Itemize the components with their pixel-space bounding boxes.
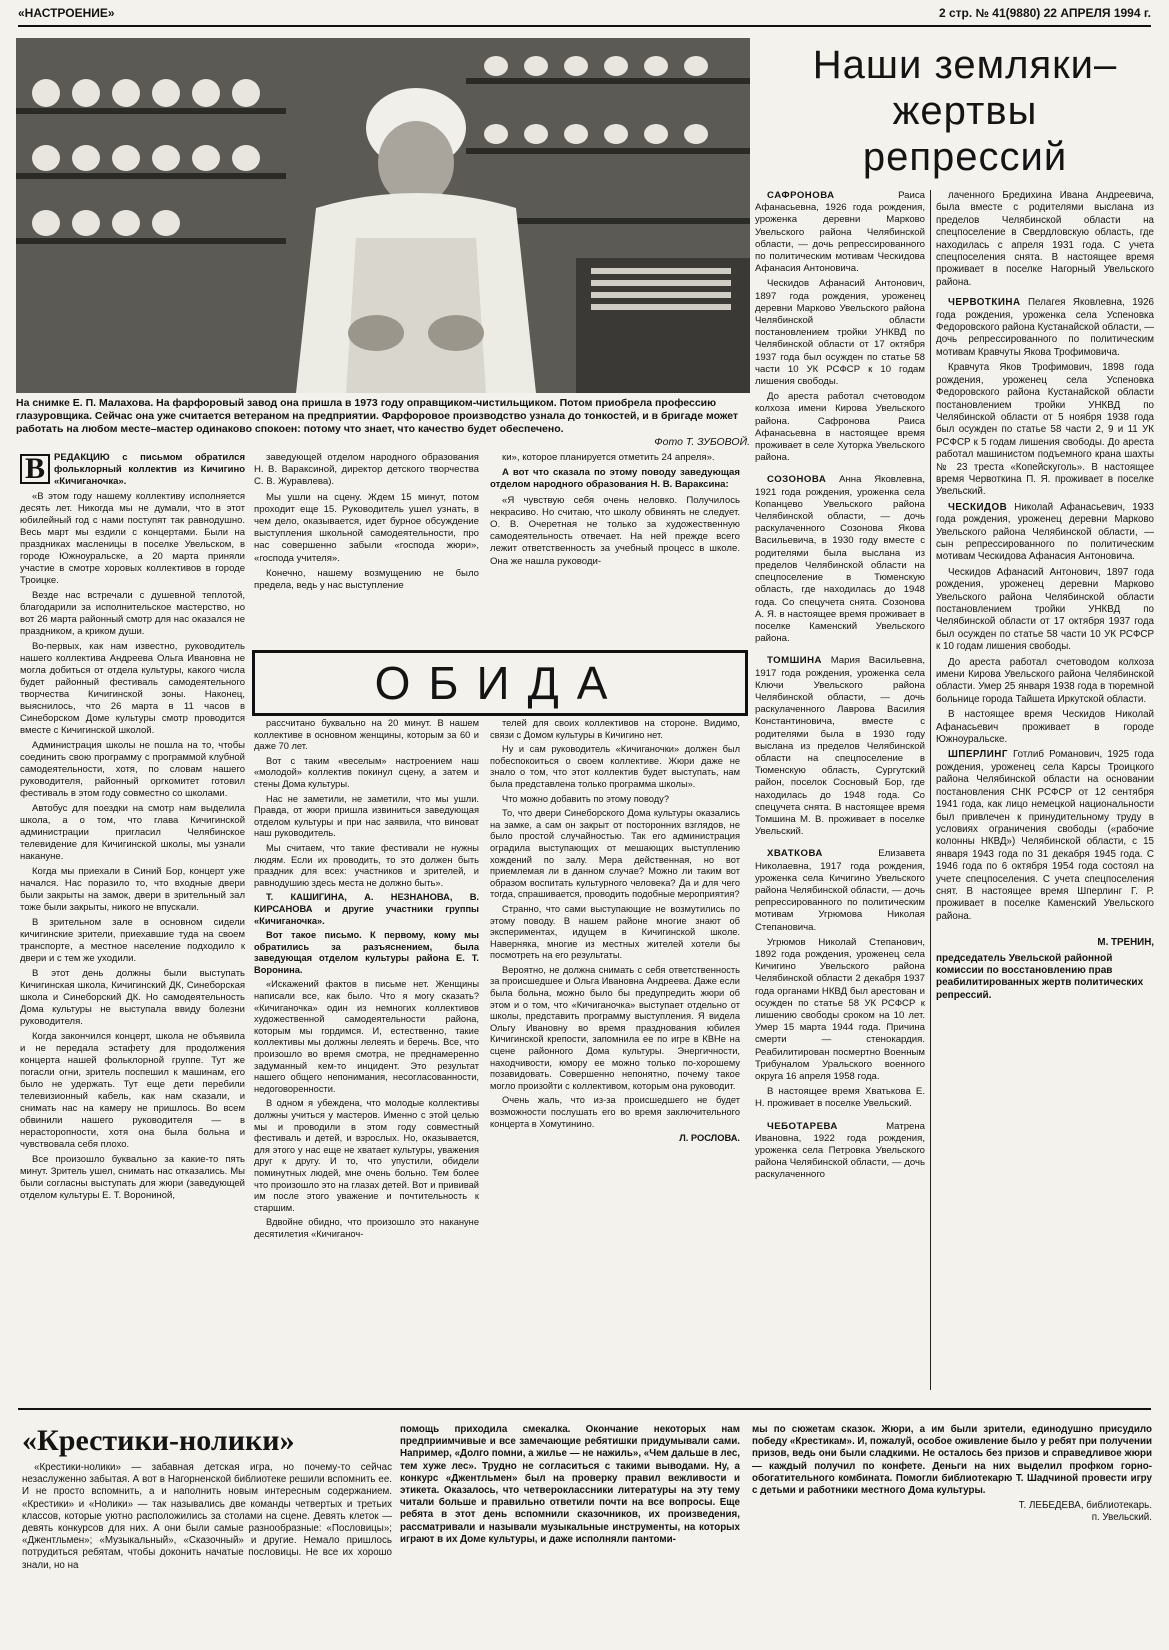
obida-paragraph: Администрация школы не пошла на то, чтобы соединить свою программу с программой клубной самодеятельности, хотя, по словам нашего руководителя, районный оргкомитет готовил фестиваль в этом году совместно со школами. [20, 740, 245, 799]
obida-column-3-top [490, 452, 740, 571]
obida-column-3-bottom [490, 718, 740, 1148]
obida-paragraph: То, что двери Синеборского Дома культуры оказались на замке, а сам он закрыт от посторонних взглядов, не было простой случайностью. Так его администрация оградила выступающих от мешающих выступлению хождений по залу. Мера действенная, но вот приемлемая ли в данном случае? Можно ли таким вот образом воспитать культурного человека? Да и для чего тогда, спрашивается, проводить подобные мероприятия? [490, 808, 740, 900]
obida-paragraph: «В этом году нашему коллективу исполняется десять лет. Никогда мы не думали, что в этот юбилейный год с нами поступят так равнодушно. Весь март мы ездили с концертами. Были на праздниках масленицы в поселке Увельском, в городе Южноуральске, а 20 марта приняли участие в смотре хоровых коллективов в городе Троицке. [20, 491, 245, 586]
obida-paragraph: Очень жаль, что из-за происшедшего не будет возможности послушать его во время заключительного концерта в Хомутинино. [490, 1095, 740, 1129]
krestiki-column-3 [752, 1424, 1152, 1525]
obida-paragraph: Ну и сам руководитель «Кичиганочки» должен был побеспокоиться о своем коллективе. Жюри даже не знало о том, что этот коллектив будет выступать, нам была представлена только программа школы». [490, 744, 740, 789]
krestiki-column-1 [22, 1462, 392, 1575]
repression-entry: ШПЕРЛИНГ Готлиб Романович, 1925 года рождения, уроженец села Карсы Троицкого района Челябинской области на основании постановления СНК РСФСР от 12 сентября 1941 года, как лицо немецкой национальности был привлечен к принудительному труду в условиях ограничения свободы («рабочие колонны НКВД») Челябинской области, с 15 января 1943 года по 31 декабря 1945 года. С 1946 года по 6 октября 1954 года состоял на учете спецпоселения. С учета спецпоселения снят. В настоящее время Шперлинг Г. Р. проживает в поселке Каменский Увельского района. [936, 749, 1154, 922]
krestiki-signature-place: п. Увельский. [1091, 1512, 1152, 1524]
obida-signature: Л. РОСЛОВА. [679, 1133, 740, 1144]
repression-entry: лаченного Бредихина Ивана Андреевича, была вместе с родителями выслана из пределов Челябинской области на спецпоселение в Свердловскую область, где находилась с апреля 1931 года. С учета спецпоселения снята. В настоящее время проживает в поселке Нагорный Увельского района. [936, 190, 1154, 288]
repression-entry: ХВАТКОВА Елизавета Николаевна, 1917 года рождения, уроженка села Кичигино Увельского района Челябинской области, — дочь репрессированного по политическим мотивам Угрюмова Николая Степановича. [755, 848, 925, 933]
krestiki-signature: Т. ЛЕБЕДЕВА, библиотекарь. [1018, 1500, 1152, 1512]
section-rule [18, 1408, 1151, 1410]
obida-paragraph: Когда мы приехали в Синий Бор, концерт уже начался. Нас поразило то, что входные двери были закрыты на замок, двери в зрительный зал тоже были закрыты, никого не впускали. [20, 866, 245, 913]
repression-entry: ЧЕРВОТКИНА Пелагея Яковлевна, 1926 года рождения, уроженка села Успеновка Федоровского района Кустанайской области, — дочь репрессированного по политическим мотивам Кравчуты Якова Трофимовича. [936, 297, 1154, 358]
repression-entry: Ческидов Афанасий Антонович, 1897 года рождения, уроженец деревни Марково Увельского района Челябинской области постановлением тройки УНКВД по Челябинской области от 17 октября 1937 года был осужден по статье 58 части 10 УК РСФСР к 10 годам лишения свободы. [755, 278, 925, 388]
krestiki-column-2 [400, 1424, 740, 1549]
obida-paragraph: В одном я убеждена, что молодые коллективы должны учиться у мастеров. Именно с этой целью мы и проводили в этом году совместный фестиваль и детей, и взрослых. Но, оказывается, для этого у нас еще не хватает культуры, уважения друг к другу. И то, что упустили, обидели поминутных людей, мне очень больно. Тем более что произошло это на глазах детей. Вот и прививай им после этого уважение и почтительность к старшим. [254, 1098, 479, 1213]
obida-paragraph: А вот что сказала по этому поводу заведующая отделом народного образования Н. В. Вараксина: [490, 467, 740, 491]
repression-entry: ЧЕБОТАРЕВА Матрена Ивановна, 1922 года рождения, уроженка села Петровка Увельского района Челябинской области, — дочь раскулаченного [755, 1120, 925, 1181]
photo-illustration [16, 38, 750, 393]
obida-paragraph: Мы ушли на сцену. Ждем 15 минут, потом проходит еще 15. Руководитель ушел узнать, в чем дело, оказывается, идет бурное обсуждение выступления школьной самодеятельности, про нас совершенно забыли «господа жюри», «господа учителя». [254, 491, 479, 564]
obida-paragraph: Вот такое письмо. К первому, кому мы обратились за разъяснением, была заведующая отделом культуры района Е. Т. Воронина. [254, 930, 479, 975]
krestiki-paragraph: мы по сюжетам сказок. Жюри, а им были зрители, единодушно присудило победу «Крестикам». И, пожалуй, особое оживление было у ребят при получении призов, ведь они были сладкими. Не осталось без призов и справедливое жюри — каждый получил по конфете. Деньги на них выделил профком горно-обогатительного комбината. Помогли библиотекарю Т. Шадчиной провести игру с детьми и работники местного Дома культуры. [752, 1424, 1152, 1497]
obida-title-box [252, 650, 748, 716]
repression-entry: САФРОНОВА Раиса Афанасьевна, 1926 года рождения, уроженка деревни Марково Увельского района Челябинской области, — дочь репрессированного по политическим мотивам Ческидова Афанасия Антоновича. [755, 190, 925, 275]
header-rule [18, 25, 1151, 27]
repressions-column-1 [755, 190, 925, 1185]
obida-paragraph: рассчитано буквально на 20 минут. В нашем коллективе в основном женщины, которым за 60 и даже 70 лет. [254, 718, 479, 752]
obida-title: ОБИДА [374, 657, 626, 709]
factory-photo [16, 38, 750, 393]
photo-caption [16, 397, 750, 449]
repression-entry: Угрюмов Николай Степанович, 1892 года рождения, уроженец села Кичигино Увельского района Челябинской области 2 декабря 1937 года органами НКВД был арестован и осужден по статье 58 УК РСФСР к лишению свободы сроком на 10 лет. Умер 15 марта 1944 года. Причина смерти — стенокардия. Реабилитирован посмертно Военным Трибуналом Уральского военного округа 16 апреля 1958 года. [755, 936, 925, 1083]
repression-entry: Ческидов Афанасий Антонович, 1897 года рождения, уроженец деревни Марково Увельского района Челябинской области постановлением тройки УНКВД по Челябинской области от 17 октября 1937 года был осужден по статье 58 части 10 УК РСФСР к 10 годам лишения свободы. [936, 566, 1154, 653]
repressions-title [770, 42, 1160, 180]
krestiki-paragraph: помощь приходила смекалка. Окончание некоторых нам предприимчивые и все замечающие ребятишки придумывали сами. Например, «Долго помни, а жилье — не нажиль», «Чем дальше в лес, тем хуже лес». Трудно не согласиться с такими выводами. Ну, а конкурс «Джентльмен» был на проверку правил вежливости и этикета. Оказалось, что четвероклассники литературы на эту тему читали больше и правильно ответили почти на все вопросы. Еще ребята в этот день вспомнили сказочников, их произведения, рассматривали и называли музыкальные инструменты, на которых играют в их Доме культуры, и даже исполняли пантоми- [400, 1424, 740, 1545]
krestiki-paragraph: «Крестики-нолики» — забавная детская игра, но почему-то сейчас незаслуженно забытая. А вот в Нагорненской библиотеке решили вспомнить ее. И не просто вспомнить, а и наполнить новым интересным содержанием. «Крестики» и «Нолики» — так назывались две команды четвертых и третьих классов, которые уютно расположились за столами на сцене. Девять клеток — девять конкурсов для них. А они были самые разнообразные: «Пословицы»; «Джентльмен»; «Музыкальный», «Сказочный» и другие. Немало пришлось потрудиться ребятам, чтобы доконить начатые пословицы. Не все их хорошо знали, но на [22, 1462, 392, 1571]
caption-text: На снимке Е. П. Малахова. На фарфоровый завод она пришла в 1973 году оправщиком-чистильщиком. Потом приобрела профессию глазуровщика. Сейчас она уже считается ветераном на предприятии. Фарфоровое производство узнала до тонкостей, и в бригаде может работать на любом месте–мастер одинаково спокоен: потому что знает, что качество будет обеспечено. [16, 397, 739, 435]
obida-paragraph: Конечно, нашему возмущению не было предела, ведь у нас выступление [254, 567, 479, 592]
repressions-signature-name: М. ТРЕНИН, [1097, 937, 1154, 949]
photo-credit: Фото Т. ЗУБОВОЙ. [654, 436, 750, 448]
repression-entry: В настоящее время Ческидов Николай Афанасьевич проживает в городе Южноуральске. [936, 709, 1154, 746]
repression-entry: ЧЕСКИДОВ Николай Афанасьевич, 1933 года рождения, уроженец деревни Марково Увельского района Челябинской области, — сын репрессированного по политическим мотивам Ческидова Афанасия Антоновича. [936, 501, 1154, 563]
repression-entry: До ареста работал счетоводом колхоза имени Кирова Увельского района Челябинской области. Умер 25 января 1938 года в тюремной больнице города Тайшета Иркутской области. [936, 656, 1154, 705]
obida-paragraph: ки», которое планируется отметить 24 апреля». [502, 452, 715, 463]
issue-info: 2 стр. № 41(9880) 22 АПРЕЛЯ 1994 г. [939, 6, 1151, 20]
obida-column-1 [20, 452, 245, 1205]
obida-paragraph: Автобус для поездки на смотр нам выделила школа, а о том, что глава Кичигинской администрации пригласил Челябинское телевидение для Кичигинской школы, мы узнали накануне. [20, 803, 245, 862]
obida-paragraph: Что можно добавить по этому поводу? [502, 793, 669, 804]
obida-paragraph: «Искажений фактов в письме нет. Женщины написали все, как было. Что я могу сказать? «Кичиганочка» один из немногих коллективов художественной самодеятельности района, которым мы гордимся. И, естественно, такие коллективы мы должны лелеять и беречь. Все, что произошло во время смотра, не преднамеренно задуманный кем-то инцидент. Это результат нашего общего непонимания, несогласованности, недоговоренности. [254, 979, 479, 1094]
obida-lead: В РЕДАКЦИЮ с письмом обратился фольклорный коллектив из Кичигино «Кичиганочка». [20, 452, 245, 488]
obida-paragraph: Во-первых, как нам известно, руководитель нашего коллектива Андреева Ольга Ивановна не могла добиться от отдела культуры, какого числа будет районный фестиваль самодеятельного творчества Кичигинской зоны. Наконец, выяснилось, что 26 марта в 11 часов в Синеборском Доме культуры смотр проводится вместе с Кичигинской школой. [20, 641, 245, 736]
obida-column-2-bottom [254, 718, 479, 1244]
repression-entry: ТОМШИНА Мария Васильевна, 1917 года рождения, уроженка села Ключи Увельского района Челябинской области, — дочь раскулаченного Лаврова Василия Константиновича, вместе с родителями была в 1930 году выслана из пределов Челябинской области на спецпоселение в Тюменскую область, Сургутский район, поселок Сосновый Бор, где находилась до 1948 года. Со спецучета снята. В настоящее время Томшина М. В. проживает в поселке Увельский. [755, 655, 925, 838]
obida-paragraph: Вероятно, не должна снимать с себя ответственность за происшедшее и Ольга Ивановна Андреева. Даже если была больна, можно было бы предупредить жюри об этом и о том, что «Кичиганочка» выступает отдельно от школы, представить программу выступления. Я видела Ольгу Ивановну во время празднования юбилея Кичигинской крепости, запомнила ее по игре в КВНе на сцене районного Дома культуры. Энергичности, находчивости, юмору ее можно только по-хорошему позавидовать. Совершенно непонятно, почему такое могло произойти с коллективом, которым она руководит. [490, 964, 740, 1091]
obida-paragraph: «Я чувствую себя очень неловко. Получилось некрасиво. Но считаю, что школу обвинять не следует. О. В. Очеретная не только за художественную самодеятельность отвечает. На ней прежде всего лежит ответственность за учебный процесс в школе. Она же нашла руководи- [490, 494, 740, 567]
obida-paragraph: В зрительном зале в основном сидели кичигинские зрители, приехавшие туда на своем транспорте, а местное население подходило к двери и с тем же уходили. [20, 917, 245, 964]
repressions-title-line: Наши земляки– [812, 43, 1118, 87]
obida-paragraph: телей для своих коллективов на стороне. Видимо, связи с Домом культуры в Кичигино нет. [490, 718, 740, 740]
repressions-title-line: жертвы [892, 89, 1038, 133]
obida-paragraph: Везде нас встречали с душевной теплотой, благодарили за исполнительское мастерство, но вот 26 марта районный смотр для нас оказался не праздником, а криком души. [20, 590, 245, 637]
section-name: «НАСТРОЕНИЕ» [18, 6, 115, 20]
obida-letter-signature: Т. КАШИГИНА, А. НЕЗНАНОВА, В. КИРСАНОВА и другие участники группы «Кичиганочка». [254, 892, 479, 926]
drop-cap: В [20, 454, 50, 484]
obida-paragraph: В этот день должны были выступать Кичигинская школа, Кичигинский ДК, Синеборская школа и Синеборский ДК. Но самодеятельность Дома культуры не выступала ввиду болезни руководителя. [20, 968, 245, 1027]
repressions-title-line: репрессий [862, 135, 1068, 179]
repression-entry: В настоящее время Хватькова Е. Н. проживает в поселке Увельский. [755, 1086, 925, 1110]
obida-paragraph: Мы считаем, что такие фестивали не нужны людям. Если их проводить, то это должен быть праздник для всех: участников и зрителей, и равнодушию здесь места не должно быть». [254, 842, 479, 888]
obida-paragraph: Вдвойне обидно, что произошло это накануне десятилетия «Кичиганоч- [254, 1217, 479, 1239]
obida-column-2-top [254, 452, 479, 595]
obida-paragraph: Когда закончился концерт, школа не объявила и не передала эстафету для продолжения концерта нашей фольклорной группе. Тут же погасли огни, зритель поспешил к машинам, его было не удержать. Тут еще дети перебили телевизионный кабель, как нам сказали, и снимать нас на камеру не пришлось. Во всем обвинили нашего руководителя — в нерасторопности, хотя она была больна и чувствовала себя плохо. [20, 1031, 245, 1150]
krestiki-title: «Крестики-нолики» [22, 1424, 295, 1457]
repression-entry: Кравчута Яков Трофимович, 1898 года рождения, уроженец села Успеновка Федоровского района Кустанайской области постановлением тройки УНКВД по Челябинской области от 5 ноября 1938 года был осужден по статье 58 части 2, 9 и 11 УК РСФСР к 5 годам лишения свободы. До ареста работал машинистом подъемного крана шахты № 23 треста «Копейскуголь». В настоящее время Червоткина П. Я. проживает в поселке Увельский. [936, 362, 1154, 498]
column-divider [930, 190, 931, 1390]
repression-entry: До ареста работал счетоводом колхоза имени Кирова Увельского района. Сафронова Раиса Афанасьевна в настоящее время проживает в селе Хуторка Увельского района. [755, 391, 925, 464]
obida-paragraph: Странно, что сами выступающие не возмутились по этому поводу. В нашем районе многие знают об экспериментах, идущем в Кичигинской школе. Наверняка, многие из местных жителей хотели бы посмотреть на его результаты. [490, 903, 740, 961]
obida-paragraph: Вот с таким «веселым» настроением наш «молодой» коллектив покинул сцену, а затем и стены Дома культуры. [254, 755, 479, 789]
repressions-column-2 [936, 190, 1154, 1005]
obida-paragraph: Нас не заметили, не заметили, что мы ушли. Правда, от жюри пришла извиниться заведующая отделом культуры и при нас заявила, что виноват наш руководитель. [254, 793, 479, 839]
obida-paragraph: Все произошло буквально за какие-то пять минут. Зритель ушел, снимать нас отказались. Мы были согласны выступать для жюри (заведующей отделом культуры Е. Т. Ворониной, [20, 1154, 245, 1201]
obida-paragraph: заведующей отделом народного образования Н. В. Вараксиной, директор детского творчества С. В. Журавлева). [254, 452, 479, 488]
repression-entry: СОЗОНОВА Анна Яковлевна, 1921 года рождения, уроженка села Копанцево Увельского района Челябинской области, — дочь раскулаченного Созонова Якова Васильевича, в 1930 году вместе с родителями была выслана из пределов Челябинской области на спецпоселение в Тюменскую область, где находилась до 1948 года. Со спецучета снята. Созонова А. Я. в настоящее время проживает в поселке Каменский Увельского района. [755, 474, 925, 645]
repressions-signature-role: председатель Увельской районной комиссии по восстановлению прав реабилитированных жертв политических репрессий. [936, 952, 1144, 1001]
page-header [18, 6, 1151, 22]
